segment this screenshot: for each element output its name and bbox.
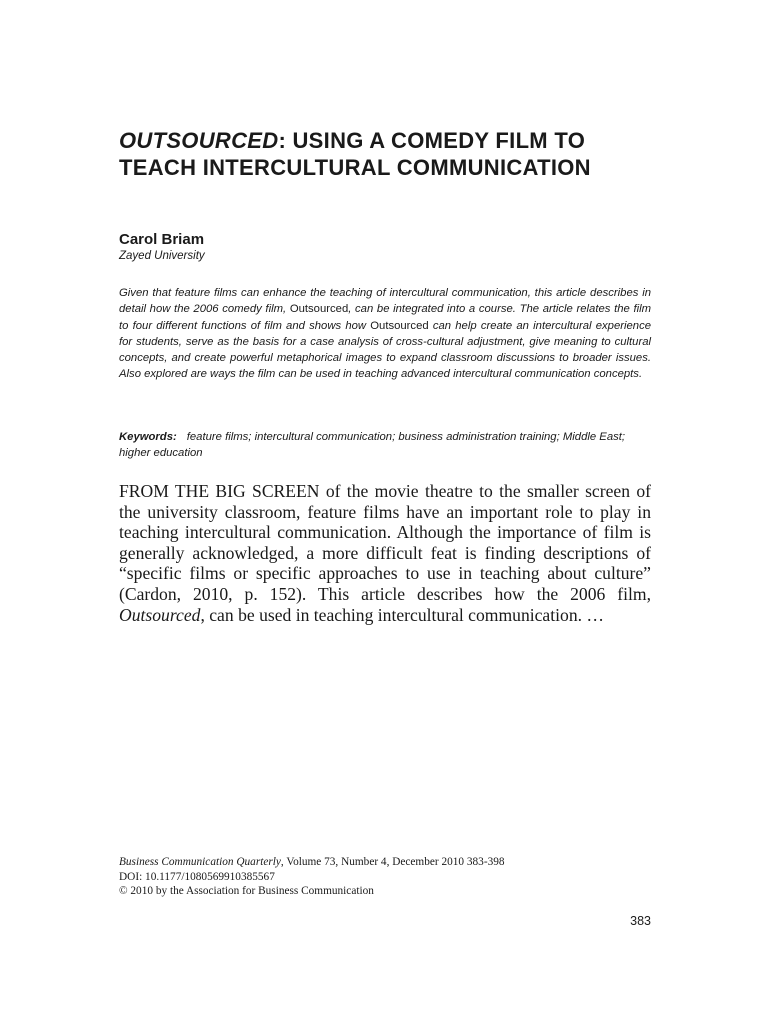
author-affiliation: Zayed University (119, 250, 205, 262)
abstract-part-1: Given that feature films can enhance the teaching of intercultural communication, this article describes in detail how the 2006 comedy film, (119, 287, 651, 316)
journal-name: Business Communication Quarterly (119, 856, 281, 868)
body-paragraph (119, 481, 651, 625)
keywords-label: Keywords: (119, 431, 177, 443)
citation-journal-line (119, 855, 659, 870)
abstract (119, 285, 651, 383)
article-title (119, 127, 659, 181)
body-lead-in: FROM THE BIG SCREEN (119, 481, 320, 501)
citation-footer (119, 855, 659, 899)
page-number: 383 (630, 914, 651, 928)
citation-copyright: © 2010 by the Association for Business Communication (119, 885, 374, 898)
abstract-part-3: can help create an intercultural experience for students, serve as the basis for a case analysis of cross-cultural adjustment, give meaning to cultural concepts, and create powerful metaphorical images to expand classroom discussions to broader issues. Also explored are ways the film can be used in teaching advanced intercultural communication concepts. (119, 319, 652, 381)
title-film-name: OUTSOURCED (119, 128, 279, 153)
body-film-name: Outsourced (119, 604, 201, 625)
body-part-1: of the movie theatre to the smaller screen of the university classroom, feature films have an important role to play in teaching intercultural communication. Although the importance of film is generally acknowledged, a more difficult feat is finding descriptions of “specific films or specific approaches to use in teaching about culture” (Cardon, 2010, p. 152). This article describes how the 2006 film, (119, 481, 651, 604)
abstract-film-name: Outsourced (289, 303, 349, 316)
body-part-2: , can be used in teaching intercultural communication. … (200, 604, 605, 625)
abstract-part-2: , can be integrated into a course. The article relates the film to four different functions of film and shows how (119, 303, 652, 332)
keywords (119, 429, 651, 462)
keywords-text: feature films; intercultural communication; business administration training; Middle East; higher education (119, 431, 626, 460)
title-rest: : USING A COMEDY FILM TO TEACH INTERCULTURAL COMMUNICATION (119, 128, 591, 180)
citation-doi: DOI: 10.1177/1080569910385567 (119, 870, 275, 883)
author-name: Carol Briam (119, 231, 205, 248)
journal-details: , Volume 73, Number 4, December 2010 383-398 (280, 856, 505, 868)
abstract-film-name-2: Outsourced (370, 319, 429, 332)
